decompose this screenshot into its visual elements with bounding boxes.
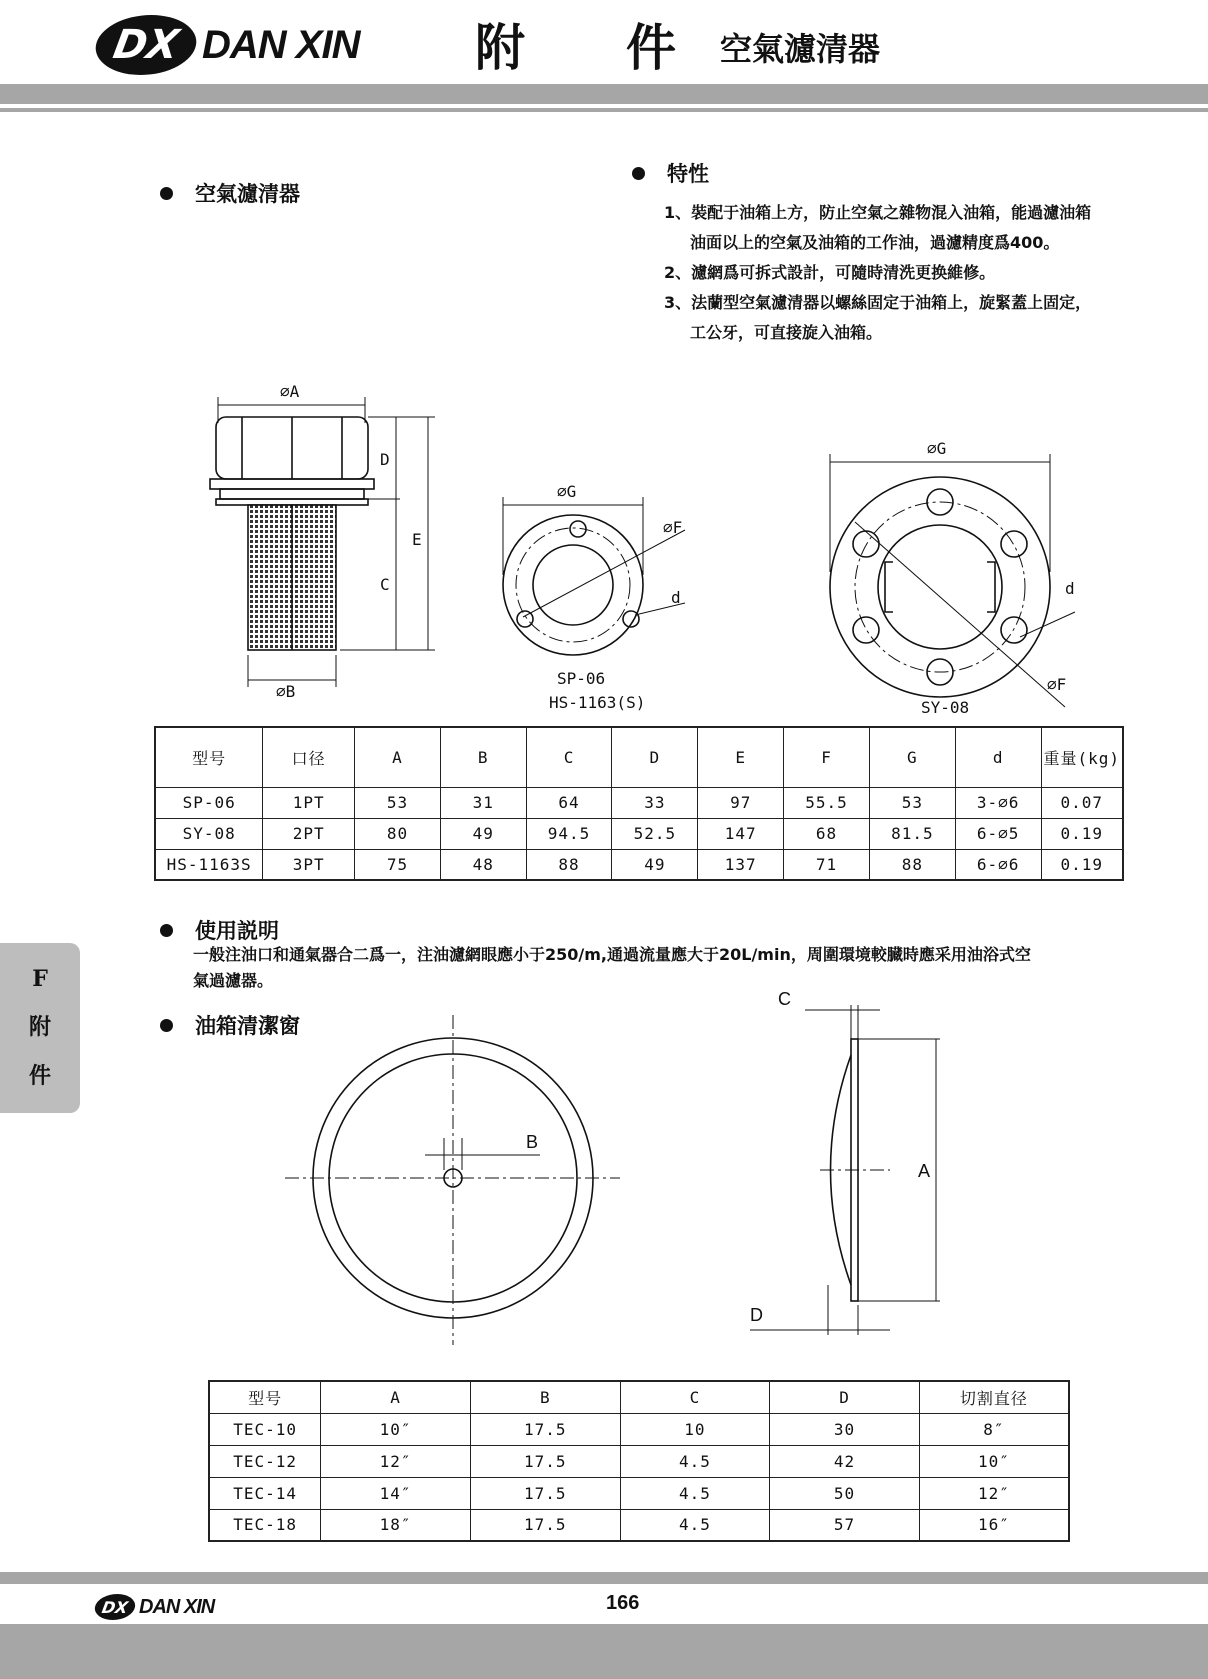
header-bar-thin — [0, 108, 1208, 112]
bore-notch — [885, 562, 995, 612]
cell: 55.5 — [784, 787, 870, 818]
header-subtitle: 空氣濾清器 — [720, 30, 881, 68]
cell: 49 — [612, 849, 698, 880]
cell: 0.07 — [1041, 787, 1123, 818]
cell: TEC-10 — [209, 1413, 321, 1445]
cell: 53 — [869, 787, 955, 818]
label-e: E — [412, 530, 422, 549]
usage-heading — [160, 915, 279, 945]
cell: 12″ — [919, 1477, 1069, 1509]
cell: 42 — [770, 1445, 920, 1477]
section-title: 空氣濾清器 — [195, 182, 300, 206]
col-small-d: d — [955, 727, 1041, 787]
window-side-drawing — [740, 985, 960, 1345]
cell: 3PT — [263, 849, 355, 880]
air-filter-spec-table — [154, 726, 1124, 881]
cell: 17.5 — [470, 1477, 620, 1509]
sp06-flange-drawing — [495, 475, 715, 715]
col-d: D — [770, 1381, 920, 1413]
footer-bar-bottom — [0, 1624, 1208, 1679]
cell: 30 — [770, 1413, 920, 1445]
dim-line-f — [855, 522, 1065, 707]
cell: 16″ — [919, 1509, 1069, 1541]
cell: 10″ — [919, 1445, 1069, 1477]
table-row — [209, 1413, 1069, 1445]
neck — [220, 489, 364, 499]
features-heading — [632, 158, 709, 188]
cell: 71 — [784, 849, 870, 880]
side-tab-char-2: 件 — [28, 1063, 51, 1089]
cell: 2PT — [263, 818, 355, 849]
collar — [210, 479, 374, 489]
label-phi-b: ⌀B — [276, 682, 296, 701]
side-tab-char-1: 附 — [28, 1014, 51, 1040]
bolt-circle — [855, 502, 1025, 672]
cell: 88 — [526, 849, 612, 880]
col-c: C — [620, 1381, 770, 1413]
dim-line-d — [1020, 612, 1075, 637]
cell: 10 — [620, 1413, 770, 1445]
header-title-char-1: 附 — [475, 18, 525, 77]
cell: 81.5 — [869, 818, 955, 849]
cell: 64 — [526, 787, 612, 818]
col-a: A — [355, 727, 441, 787]
usage-title: 使用説明 — [195, 919, 279, 943]
col-weight: 重量(kg) — [1041, 727, 1123, 787]
col-model: 型号 — [209, 1381, 321, 1413]
label-phi-f-large: ⌀F — [1047, 675, 1067, 694]
table-header-row — [209, 1381, 1069, 1413]
table-row — [155, 787, 1123, 818]
header-title-char-2: 件 — [626, 18, 676, 77]
cell: 4.5 — [620, 1509, 770, 1541]
footer-bar-top — [0, 1572, 1208, 1584]
label-phi-f-small: ⌀F — [663, 518, 683, 537]
col-a: A — [321, 1381, 471, 1413]
cell: 6-⌀6 — [955, 849, 1041, 880]
window-heading — [160, 1010, 300, 1040]
label-a: A — [918, 1161, 931, 1181]
label-c: C — [778, 989, 791, 1009]
col-f: F — [784, 727, 870, 787]
side-tab-letter: F — [32, 966, 48, 992]
table-row — [209, 1477, 1069, 1509]
cell: 10″ — [321, 1413, 471, 1445]
cell: 49 — [440, 818, 526, 849]
cell: 17.5 — [470, 1445, 620, 1477]
window-front-drawing — [280, 1010, 630, 1360]
label-d-small: d — [671, 588, 681, 607]
cell: 88 — [869, 849, 955, 880]
cell: 75 — [355, 849, 441, 880]
features-title: 特性 — [667, 162, 709, 186]
cell: 147 — [698, 818, 784, 849]
bullet-dot — [160, 1019, 173, 1032]
col-g: G — [869, 727, 955, 787]
logo-mark: DX — [91, 15, 202, 75]
sy08-flange-drawing — [825, 432, 1085, 724]
cell: 48 — [440, 849, 526, 880]
cell: 6-⌀5 — [955, 818, 1041, 849]
table-row — [155, 849, 1123, 880]
page-number: 166 — [606, 1592, 640, 1614]
window-spec-table — [208, 1380, 1070, 1542]
window-title: 油箱清潔窗 — [195, 1014, 300, 1038]
cell: 68 — [784, 818, 870, 849]
usage-text-line-2: 氣過濾器。 — [193, 971, 274, 990]
cell: 52.5 — [612, 818, 698, 849]
header-bar — [0, 84, 1208, 104]
table-row — [209, 1509, 1069, 1541]
col-model: 型号 — [155, 727, 263, 787]
feature-line-5: 工公牙，可直接旋入油箱。 — [690, 323, 883, 342]
header-logo — [96, 10, 359, 80]
logo-mark: DX — [93, 1594, 138, 1620]
flange-outer — [830, 477, 1050, 697]
usage-text-line-1: 一般注油口和通氣器合二爲一，注油濾網眼應小于250/m,通過流量應大于20L/min，周圍環境較臓時應采用油浴式空 — [193, 945, 1031, 964]
logo-text: DAN XIN — [139, 1595, 215, 1618]
col-d: D — [612, 727, 698, 787]
col-b: B — [440, 727, 526, 787]
cell: 0.19 — [1041, 818, 1123, 849]
feature-line-3: 2、濾網爲可拆式設計，可隨時清洗更换維修。 — [664, 263, 996, 282]
bullet-dot — [160, 924, 173, 937]
cell: 31 — [440, 787, 526, 818]
cell: 12″ — [321, 1445, 471, 1477]
feature-line-1: 1、裝配于油箱上方，防止空氣之雜物混入油箱，能過濾油箱 — [664, 203, 1092, 222]
dim-line-f — [523, 530, 685, 617]
cell: 57 — [770, 1509, 920, 1541]
cell: TEC-18 — [209, 1509, 321, 1541]
cell: 14″ — [321, 1477, 471, 1509]
side-tab — [0, 943, 80, 1113]
caption-sy08: SY-08 — [921, 698, 970, 717]
label-b: B — [526, 1132, 539, 1152]
cell: 80 — [355, 818, 441, 849]
caption-hs1163: HS-1163(S) — [549, 693, 646, 712]
col-b: B — [470, 1381, 620, 1413]
cell: 33 — [612, 787, 698, 818]
cell: 4.5 — [620, 1445, 770, 1477]
bullet-dot — [160, 187, 173, 200]
footer-logo — [95, 1592, 214, 1622]
flange-bore — [533, 545, 613, 625]
label-phi-g-small: ⌀G — [557, 482, 577, 501]
col-e: E — [698, 727, 784, 787]
cell: SP-06 — [155, 787, 263, 818]
flange — [216, 499, 368, 505]
label-d: D — [750, 1305, 763, 1325]
caption-sp06: SP-06 — [557, 669, 606, 688]
breather-cap-drawing — [200, 375, 440, 715]
cell: SY-08 — [155, 818, 263, 849]
table-row — [209, 1445, 1069, 1477]
cell: 53 — [355, 787, 441, 818]
bolt-hole — [853, 531, 879, 557]
cell: HS-1163S — [155, 849, 263, 880]
section-air-filter-heading — [160, 178, 300, 208]
label-d-large: d — [1065, 579, 1075, 598]
label-d: D — [380, 450, 390, 469]
logo-text: DAN XIN — [202, 22, 360, 67]
cell: 50 — [770, 1477, 920, 1509]
cell: 3-⌀6 — [955, 787, 1041, 818]
cell: 1PT — [263, 787, 355, 818]
cell: 137 — [698, 849, 784, 880]
col-c: C — [526, 727, 612, 787]
cell: 17.5 — [470, 1413, 620, 1445]
cell: TEC-14 — [209, 1477, 321, 1509]
bolt-hole — [1001, 617, 1027, 643]
bolt-hole — [853, 617, 879, 643]
cell: 18″ — [321, 1509, 471, 1541]
cell: 0.19 — [1041, 849, 1123, 880]
feature-line-2: 油面以上的空氣及油箱的工作油，過濾精度爲400。 — [690, 233, 1060, 252]
cell: 97 — [698, 787, 784, 818]
label-c: C — [380, 575, 390, 594]
cell: 94.5 — [526, 818, 612, 849]
label-phi-g-large: ⌀G — [927, 439, 947, 458]
cell: 8″ — [919, 1413, 1069, 1445]
label-phi-a: ⌀A — [280, 382, 300, 401]
table-header-row — [155, 727, 1123, 787]
col-cut-diameter: 切割直径 — [919, 1381, 1069, 1413]
bullet-dot — [632, 167, 645, 180]
bolt-hole — [1001, 531, 1027, 557]
table-row — [155, 818, 1123, 849]
feature-line-4: 3、法蘭型空氣濾清器以螺絲固定于油箱上，旋緊蓋上固定， — [664, 293, 1092, 312]
flange-bore — [878, 525, 1002, 649]
cell: 4.5 — [620, 1477, 770, 1509]
col-port: 口径 — [263, 727, 355, 787]
cell: TEC-12 — [209, 1445, 321, 1477]
cell: 17.5 — [470, 1509, 620, 1541]
